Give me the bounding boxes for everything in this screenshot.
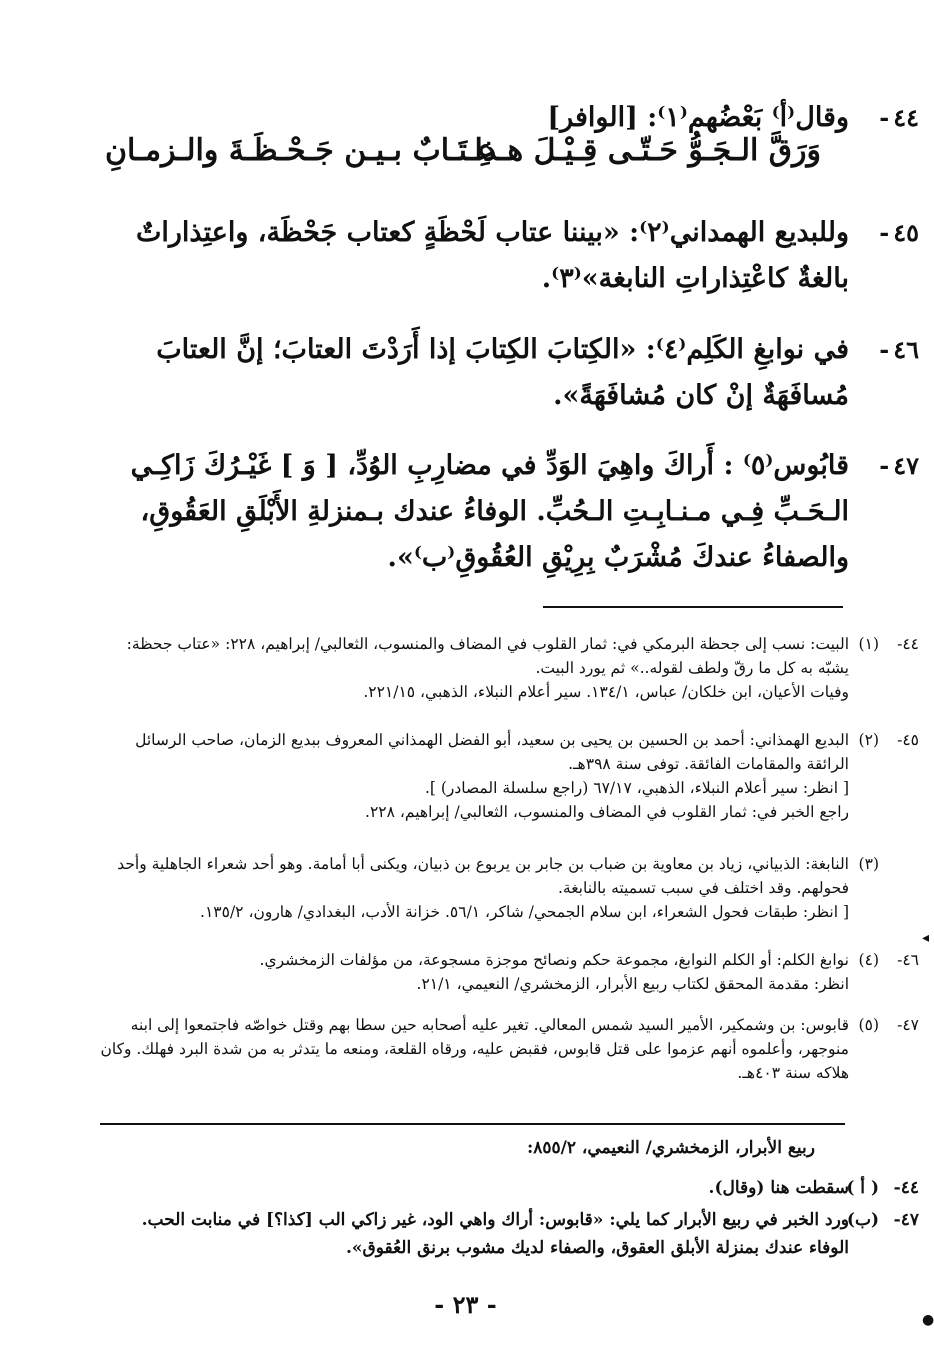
variants-heading: ربيع الأبرار، الزمخشري/ النعيمي، ٨٥٥/٢: xyxy=(526,1138,815,1158)
scan-mark: ◂ xyxy=(922,930,930,946)
variant-entry-ref: ٤٤- xyxy=(893,1178,919,1198)
variant-number: ( أ ) xyxy=(846,1178,879,1198)
footnote-divider xyxy=(543,606,843,608)
entry-text: قابُوس⁽٥⁾ : أَراكَ واهِيَ الوَدِّ في مضارِبِ الوُدِّ، [ وَ ] غَيْـرُكَ زَاكِـي الـحَـبِّ فِـي مـنـابِـتِ الـحُبِّ. الوفاءُ عندك بـمنزلةِ الأَبْلَقِ العَقُوقِ، والصفاءُ عندكَ مُشْرَبٌ بِرِيْقِ العُقُوقِ⁽ب⁾». xyxy=(130,450,849,573)
variants-divider xyxy=(100,1123,845,1125)
entry-number: ٤٦- xyxy=(879,335,919,364)
footnote-1 xyxy=(100,632,919,704)
footnote-number: (٥) xyxy=(858,1016,879,1034)
footnote-line: [ انظر: طبقات فحول الشعراء، ابن سلام الجمحي/ شاكر، ٥٦/١. خزانة الأدب، البغدادي/ هارون، ١٣٥/٢. xyxy=(200,903,849,921)
footnote-number: (٤) xyxy=(858,951,879,969)
footnote-4 xyxy=(100,948,919,996)
poem-verse xyxy=(105,133,821,183)
entry-45 xyxy=(105,210,919,302)
footnote-line: النابغة: الذبياني، زياد بن معاوية بن ضباب بن جابر بن يربوع بن ذبيان، ويكنى أبا أمامة. وهو أحد شعراء الجاهلية وأحد فحولهم. وقد اختلف في سبب تسميته بالنابغة. xyxy=(117,855,849,897)
entry-47 xyxy=(105,443,919,581)
footnote-line: انظر: مقدمة المحقق لكتاب ربيع الأبرار، الزمخشري/ النعيمي، ٢١/١. xyxy=(416,975,849,993)
entry-number: ٤٤- xyxy=(879,103,919,132)
footnote-2 xyxy=(100,728,919,824)
verse-first-hemistich: وَرَقَّ الـجَـوُّ حَـتّـى قِـيْـلَ هـذا xyxy=(474,133,821,168)
variant-text: سقطت هنا (وقال). xyxy=(708,1178,849,1198)
page-number: - ٢٣ - xyxy=(434,1290,497,1319)
variant-b xyxy=(100,1206,919,1262)
entry-number: ٤٥- xyxy=(879,218,919,247)
verse-second-hemistich: عِـتَـابٌ بـيـن جَـحْـظَـةَ والـزمـانِ xyxy=(105,133,495,168)
entry-text: وقال⁽أ⁾ بَعْضُهم⁽١⁾: [الوافر] xyxy=(547,102,849,133)
footnote-3 xyxy=(100,852,879,924)
footnote-number: (٢) xyxy=(858,731,879,749)
footnote-line: راجع الخبر في: ثمار القلوب في المضاف والمنسوب، الثعالبي/ إبراهيم، ٢٢٨. xyxy=(365,803,849,821)
footnote-entry-ref: ٤٤- xyxy=(897,635,919,653)
footnote-line: قابوس: بن وشمكير، الأمير السيد شمس المعالي. تغير عليه أصحابه حين سطا بهم وقتل خواصّه فاجتمعوا إلى ابنه منوجهر، وأعلموه أنهم عزموا على قتل قابوس، فقبض عليه، ورقاه القلعة، ومنعه ما يتدثر به من شدة البرد فهلك. وكان هلاكه سنة ٤٠٣هـ. xyxy=(100,1016,849,1082)
footnote-line: البيت: نسب إلى جحظة البرمكي في: ثمار القلوب في المضاف والمنسوب، الثعالبي/ إبراهيم، ٢٢٨: «عتاب جحظة: يشبّه به كل ما رقّ ولطف لقوله..» ثم يورد البيت. xyxy=(126,635,849,677)
variant-text: ورد الخبر في ربيع الأبرار كما يلي: «قابوس: أراك واهي الود، غير زاكي الب [كذا؟] في منابت الحب. الوفاء عندك بمنزلة الأبلق العقوق، والصفاء لديك مشوب برنق العُقوق». xyxy=(141,1210,849,1258)
footnote-line: البديع الهمذاني: أحمد بن الحسين بن يحيى بن سعيد، أبو الفضل الهمذاني المعروف ببديع الزمان، صاحب الرسائل الرائقة والمقامات الفائقة. توفى سنة ٣٩٨هـ. xyxy=(135,731,849,773)
entry-text: في نوابغِ الكَلِم⁽٤⁾: «الكِتابَ الكِتابَ إذا أَرَدْتَ العتابَ؛ إنَّ العتابَ مُسافَهَةٌ إنْ كان مُشافَهَةً». xyxy=(156,334,849,411)
variant-entry-ref: ٤٧- xyxy=(893,1210,919,1230)
footnote-entry-ref: ٤٦- xyxy=(897,951,919,969)
variant-number: (ب) xyxy=(846,1210,879,1230)
footnote-number: (١) xyxy=(858,635,879,653)
entry-text: وللبديع الهمداني⁽٢⁾: «بيننا عتاب لَحْظَةٍ كعتاب جَحْظَة، واعتِذاراتٌ بالغةٌ كاعْتِذاراتِ النابغة»⁽٣⁾. xyxy=(135,217,849,294)
footnote-entry-ref: ٤٧- xyxy=(897,1016,919,1034)
footnote-line: وفيات الأعيان، ابن خلكان/ عباس، ١٣٤/١. سير أعلام النبلاء، الذهبي، ٢٢١/١٥. xyxy=(363,683,849,701)
scan-mark: ● xyxy=(922,1312,934,1328)
footnote-entry-ref: ٤٥- xyxy=(897,731,919,749)
footnote-number: (٣) xyxy=(858,855,879,873)
footnote-line: [ انظر: سير أعلام النبلاء، الذهبي، ٦٧/١٧ (راجع سلسلة المصادر) ]. xyxy=(424,779,849,797)
entry-46 xyxy=(105,327,919,419)
entry-number: ٤٧- xyxy=(879,451,919,480)
footnote-line: نوابغ الكلم: أو الكلم النوابغ، مجموعة حكم ونصائح موجزة مسجوعة، من مؤلفات الزمخشري. xyxy=(259,951,849,969)
footnote-5 xyxy=(100,1013,919,1085)
variant-a xyxy=(100,1174,919,1202)
